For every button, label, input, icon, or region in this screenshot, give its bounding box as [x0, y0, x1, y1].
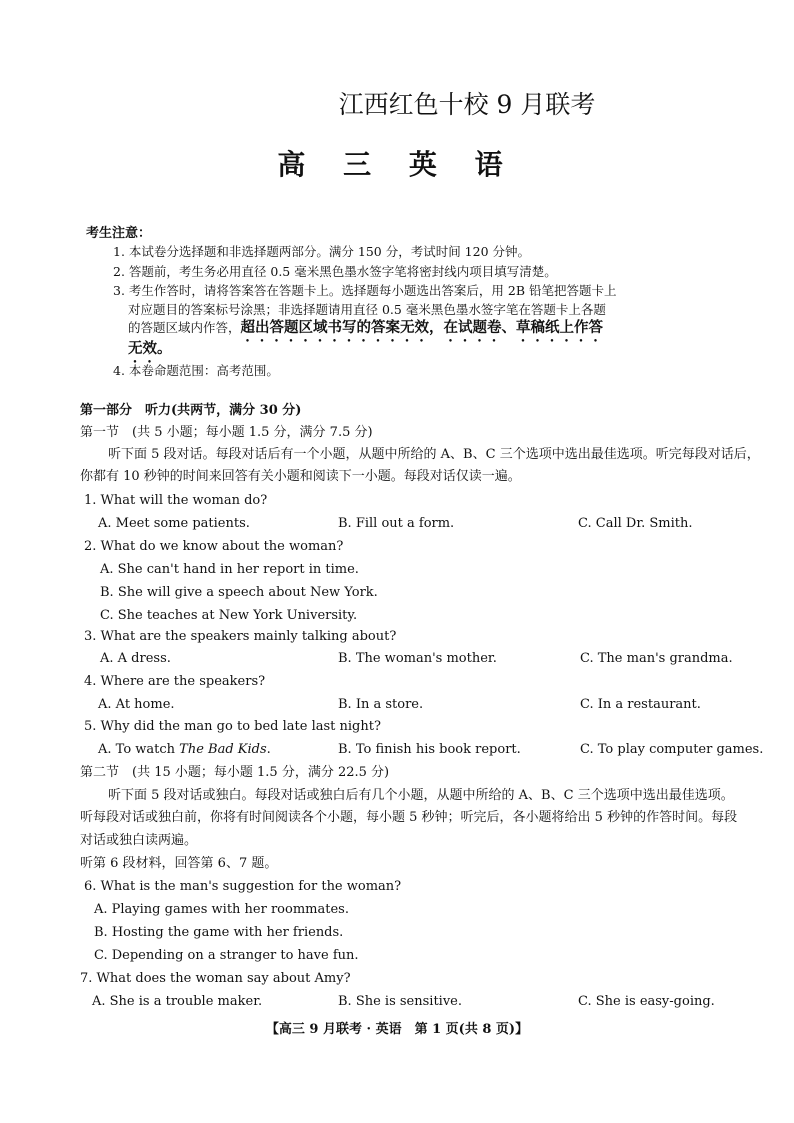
- notice-item-3-line-1: 3. 考生作答时，请将答案答在答题卡上。选择题每小题选出答案后，用 2B 铅笔把答题卡上: [113, 283, 617, 298]
- question-5-option-c: C. To play computer games.: [580, 742, 764, 757]
- question-5-stem: 5. Why did the man go to bed late last night?: [84, 719, 381, 734]
- question-3-stem: 3. What are the speakers mainly talking about?: [84, 629, 397, 644]
- question-2-stem: 2. What do we know about the woman?: [84, 539, 344, 554]
- question-2-option-a: A. She can't hand in her report in time.: [100, 562, 359, 577]
- exam-name: 江西红色十校 9 月联考: [338, 90, 596, 119]
- notice-item-1: 1. 本试卷分选择题和非选择题两部分。满分 150 分，考试时间 120 分钟。: [113, 244, 531, 259]
- question-4-option-a: A. At home.: [98, 697, 175, 712]
- question-3-option-b: B. The woman's mother.: [338, 651, 497, 666]
- notice-heading: 考生注意：: [86, 226, 152, 241]
- section-1-instruction-line-1: 听下面 5 段对话。每段对话后有一个小题，从题中所给的 A、B、C 三个选项中选出最佳选项。听完每段对话后，: [108, 447, 760, 462]
- notice-item-3-normal: 的答题区域内作答，: [128, 320, 241, 335]
- question-6-stem: 6. What is the man's suggestion for the woman?: [84, 879, 402, 894]
- question-4-option-c: C. In a restaurant.: [580, 697, 701, 712]
- page-footer: 【高三 9 月联考 · 英语 第 1 页(共 8 页)】: [265, 1022, 529, 1037]
- notice-item-3-emphasis-end: 无效。: [128, 340, 172, 357]
- question-1-option-b: B. Fill out a form.: [338, 516, 455, 531]
- question-5-option-a-suffix: .: [266, 742, 271, 757]
- notice-item-3-line-2: 对应题目的答案标号涂黑；非选择题请用直径 0.5 毫米黑色墨水签字笔在答题卡上各题: [128, 302, 606, 317]
- question-7-option-a: A. She is a trouble maker.: [92, 994, 263, 1009]
- section-1-instruction-line-2: 你都有 10 秒钟的时间来回答有关小题和阅读下一小题。每段对话仅读一遍。: [80, 469, 521, 484]
- question-2-option-b: B. She will give a speech about New York.: [100, 585, 378, 600]
- section-2-instruction-line-2: 听每段对话或独白前，你将有时间阅读各个小题，每小题 5 秒钟；听完后，各小题将给出 5 秒钟的作答时间。每段: [80, 810, 738, 825]
- question-7-option-c: C. She is easy-going.: [578, 994, 715, 1009]
- section-2-instruction-line-3: 对话或独白读两遍。: [80, 833, 198, 848]
- question-5-option-b: B. To finish his book report.: [338, 742, 521, 757]
- question-7-stem: 7. What does the woman say about Amy?: [80, 971, 351, 986]
- question-3-option-a: A. A dress.: [100, 651, 171, 666]
- question-5-film-title: The Bad Kids: [179, 742, 267, 757]
- section-1-title: 第一节 (共 5 小题；每小题 1.5 分，满分 7.5 分): [80, 425, 373, 440]
- question-3-option-c: C. The man's grandma.: [580, 651, 733, 666]
- question-6-option-c: C. Depending on a stranger to have fun.: [94, 948, 359, 963]
- question-6-option-b: B. Hosting the game with her friends.: [94, 925, 344, 940]
- subject-title: 高 三 英 语: [277, 148, 517, 181]
- question-5-option-a: [98, 742, 271, 758]
- material-6-note: 听第 6 段材料，回答第 6、7 题。: [80, 856, 278, 871]
- part-1-title: 第一部分 听力(共两节，满分 30 分): [80, 403, 302, 418]
- question-2-option-c: C. She teaches at New York University.: [100, 608, 358, 623]
- question-1-stem: 1. What will the woman do?: [84, 493, 268, 508]
- question-1-option-c: C. Call Dr. Smith.: [578, 516, 693, 531]
- question-4-option-b: B. In a store.: [338, 697, 424, 712]
- question-4-stem: 4. Where are the speakers?: [84, 674, 266, 689]
- question-5-option-a-prefix: A. To watch: [98, 742, 180, 757]
- notice-item-4: 4. 本卷命题范围：高考范围。: [113, 363, 279, 378]
- question-6-option-a: A. Playing games with her roommates.: [94, 902, 349, 917]
- question-1-option-a: A. Meet some patients.: [98, 516, 250, 531]
- section-2-instruction-line-1: 听下面 5 段对话或独白。每段对话或独白后有几个小题，从题中所给的 A、B、C 三个选项中选出最佳选项。: [108, 788, 734, 803]
- notice-item-3-line-3: [128, 319, 603, 345]
- notice-item-3-emphasis: 超出答题区域书写的答案无效，在试题卷、草稿纸上作答: [240, 319, 604, 336]
- question-7-option-b: B. She is sensitive.: [338, 994, 463, 1009]
- notice-item-2: 2. 答题前，考生务必用直径 0.5 毫米黑色墨水签字笔将密封线内项目填写清楚。: [113, 264, 557, 279]
- section-2-title: 第二节 (共 15 小题；每小题 1.5 分，满分 22.5 分): [80, 765, 390, 780]
